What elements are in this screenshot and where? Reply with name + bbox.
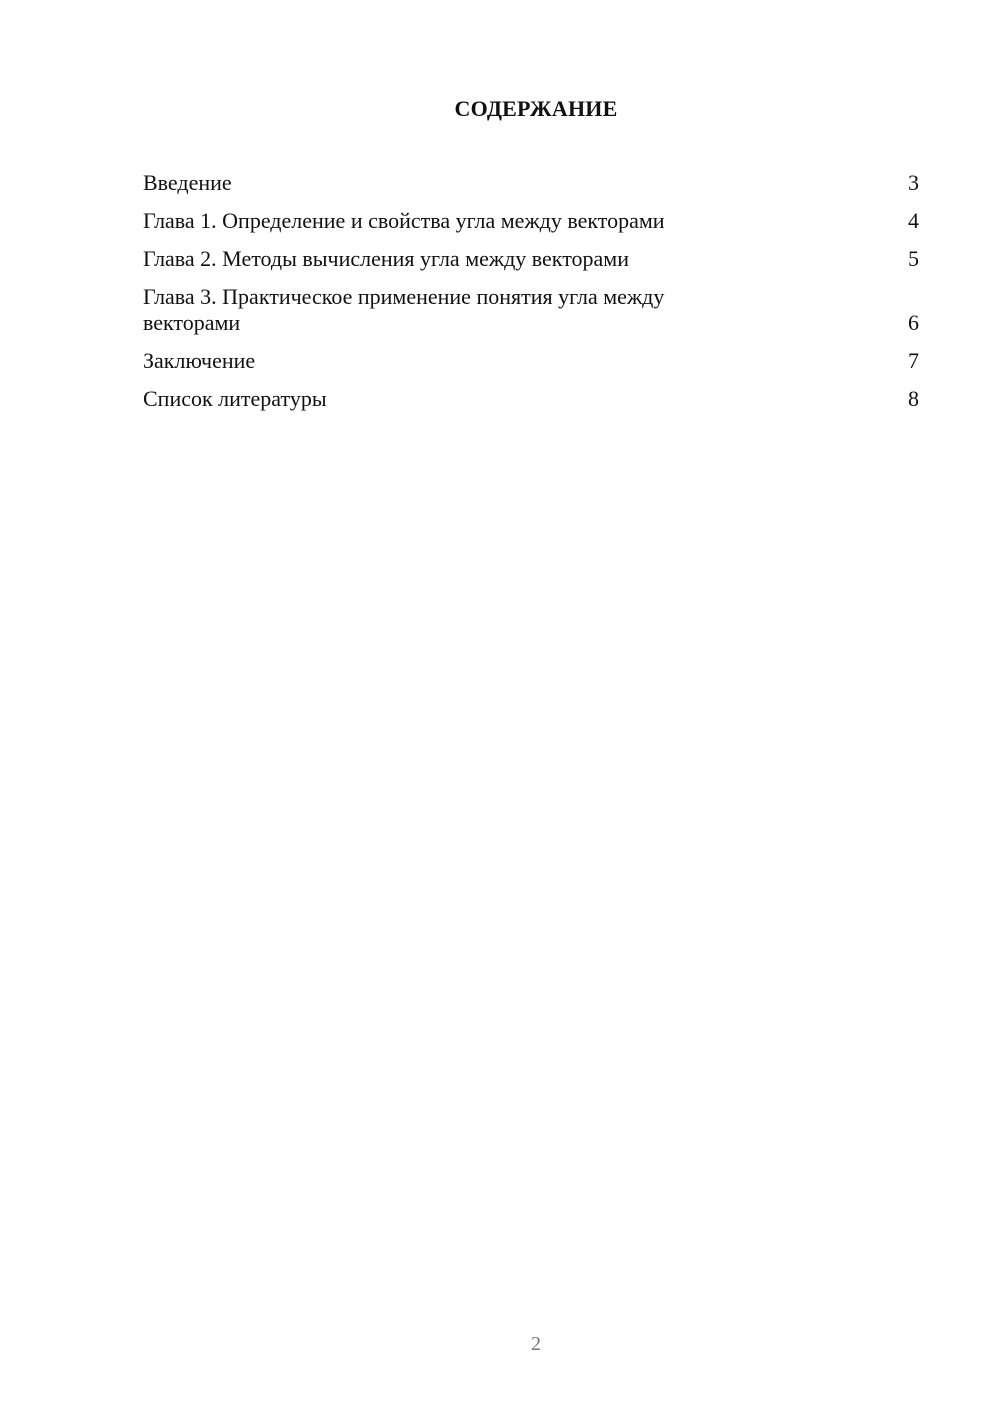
toc-entry-conclusion [143, 348, 919, 374]
toc-entry-title: Глава 3. Практическое применение понятия угла между векторами [143, 284, 665, 335]
toc-heading: СОДЕРЖАНИЕ [454, 96, 618, 121]
toc-entry-title: Список литературы [143, 386, 327, 411]
toc-entry-page: 6 [908, 310, 919, 335]
toc-entry-page: 5 [908, 246, 919, 271]
toc-entry-chapter-2 [143, 246, 919, 272]
toc-entry-title: Глава 2. Методы вычисления угла между векторами [143, 246, 629, 271]
table-of-contents [143, 170, 919, 424]
toc-entry-title: Введение [143, 170, 232, 195]
toc-entry-page: 4 [908, 208, 919, 233]
toc-entry-references [143, 386, 919, 412]
toc-entry-chapter-3 [143, 284, 919, 336]
toc-entry-page: 8 [908, 386, 919, 411]
toc-entry-introduction [143, 170, 919, 196]
toc-entry-title: Глава 1. Определение и свойства угла между векторами [143, 208, 665, 233]
toc-entry-chapter-1 [143, 208, 919, 234]
toc-entry-page: 7 [908, 348, 919, 373]
page-number: 2 [531, 1333, 541, 1355]
toc-entry-page: 3 [908, 170, 919, 195]
toc-entry-title: Заключение [143, 348, 256, 373]
